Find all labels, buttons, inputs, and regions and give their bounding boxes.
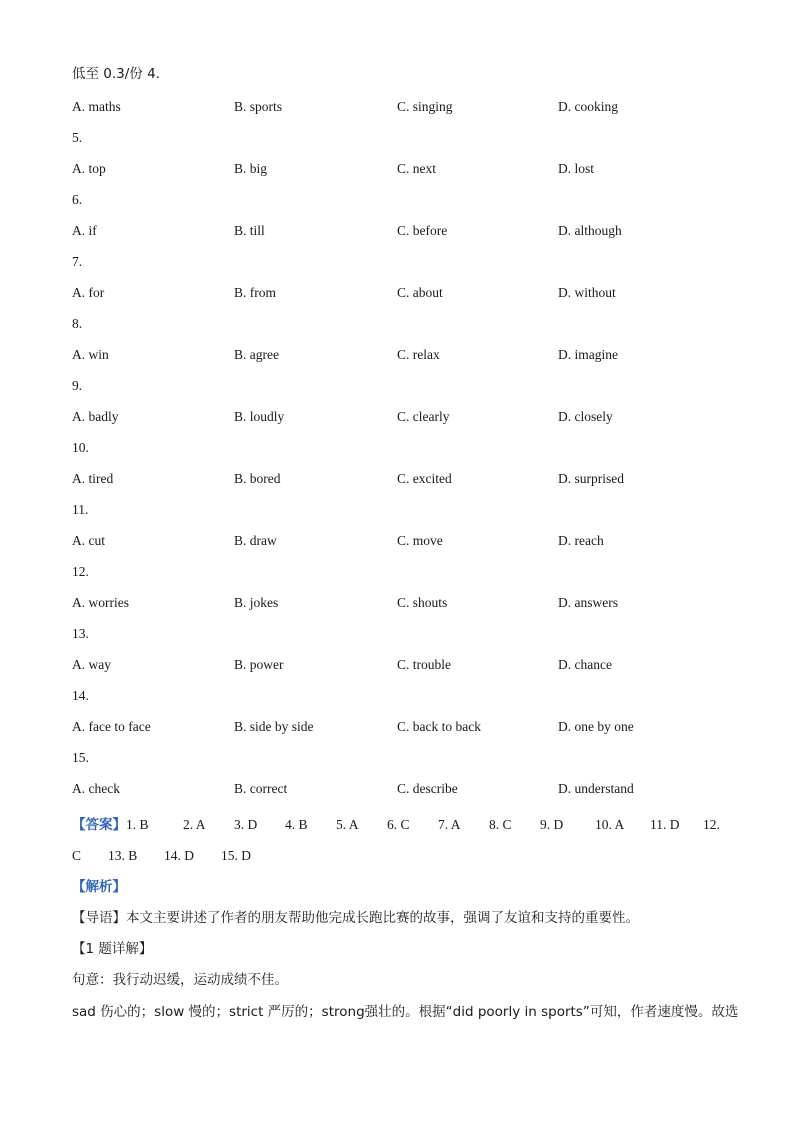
option-a: A. tired: [72, 471, 114, 486]
answer-item: C: [72, 848, 82, 863]
question-number: 13.: [72, 626, 89, 641]
answer-item: 15. D: [221, 848, 251, 863]
option-a: A. win: [72, 347, 109, 362]
answer-item: 4. B: [285, 817, 308, 832]
answer-label: 【答案】: [72, 817, 126, 833]
option-c: C. excited: [397, 471, 452, 486]
intro-line: 低至 0.3/份 4.: [72, 66, 160, 82]
option-a: A. way: [72, 657, 111, 672]
answer-line-1: [72, 817, 733, 833]
question-number: 7.: [72, 254, 83, 269]
option-c: C. describe: [397, 781, 458, 796]
answer-item: 9. D: [540, 817, 564, 832]
answer-item: 8. C: [489, 817, 512, 832]
option-c: C. trouble: [397, 657, 451, 672]
option-a: A. check: [72, 781, 120, 796]
option-d: D. lost: [558, 161, 595, 176]
answer-line-2: [72, 848, 261, 864]
question-number: 11.: [72, 502, 89, 517]
question-number: 6.: [72, 192, 83, 207]
answer-item: 13. B: [108, 848, 138, 863]
option-b: B. correct: [234, 781, 288, 796]
option-b: B. power: [234, 657, 284, 672]
answer-item: 7. A: [438, 817, 461, 832]
answer-item: 14. D: [164, 848, 194, 863]
option-d: D. imagine: [558, 347, 618, 362]
option-d: D. surprised: [558, 471, 624, 486]
question-number: 5.: [72, 130, 83, 145]
sentence-meaning: 句意：我行动迟缓，运动成绩不佳。: [72, 972, 288, 988]
option-d: D. closely: [558, 409, 613, 424]
option-a: A. if: [72, 223, 97, 238]
option-a: A. top: [72, 161, 106, 176]
option-b: B. draw: [234, 533, 277, 548]
option-d: D. chance: [558, 657, 612, 672]
option-c: C. relax: [397, 347, 440, 362]
answer-item: 11. D: [650, 817, 680, 832]
option-b: B. jokes: [234, 595, 279, 610]
option-d: D. cooking: [558, 99, 618, 114]
answer-item: 3. D: [234, 817, 258, 832]
option-d: D. reach: [558, 533, 604, 548]
option-c: C. clearly: [397, 409, 450, 424]
option-b: B. from: [234, 285, 276, 300]
option-c: C. shouts: [397, 595, 448, 610]
question-number: 14.: [72, 688, 89, 703]
option-b: B. side by side: [234, 719, 314, 734]
detail-title: 【1 题详解】: [72, 941, 153, 957]
option-a: A. face to face: [72, 719, 151, 734]
answer-item: 6. C: [387, 817, 410, 832]
question-number: 9.: [72, 378, 83, 393]
option-a: A. cut: [72, 533, 105, 548]
answer-item: 1. B: [126, 817, 149, 832]
option-a: A. badly: [72, 409, 119, 424]
guide-paragraph: [72, 910, 639, 926]
guide-text: 本文主要讲述了作者的朋友帮助他完成长跑比赛的故事，强调了友谊和支持的重要性。: [126, 910, 639, 926]
option-d: D. although: [558, 223, 622, 238]
question-number: 10.: [72, 440, 89, 455]
option-c: C. move: [397, 533, 443, 548]
analysis-label: 【解析】: [72, 879, 126, 895]
option-b: B. loudly: [234, 409, 285, 424]
answer-item: 2. A: [183, 817, 206, 832]
option-b: B. bored: [234, 471, 281, 486]
option-d: D. answers: [558, 595, 618, 610]
option-c: C. about: [397, 285, 443, 300]
guide-label: 【导语】: [72, 910, 126, 926]
answer-item: 10. A: [595, 817, 625, 832]
option-a: A. worries: [72, 595, 129, 610]
option-b: B. big: [234, 161, 268, 176]
answer-item: 12.: [703, 817, 720, 832]
option-b: B. agree: [234, 347, 279, 362]
option-d: D. understand: [558, 781, 634, 796]
option-d: D. without: [558, 285, 616, 300]
option-c: C. before: [397, 223, 448, 238]
question-number: 8.: [72, 316, 83, 331]
question-number: 12.: [72, 564, 89, 579]
option-a: A. maths: [72, 99, 121, 114]
answer-item: 5. A: [336, 817, 359, 832]
option-a: A. for: [72, 285, 105, 300]
option-b: B. sports: [234, 99, 283, 114]
option-c: C. next: [397, 161, 436, 176]
option-b: B. till: [234, 223, 265, 238]
option-c: C. singing: [397, 99, 453, 114]
option-d: D. one by one: [558, 719, 634, 734]
option-c: C. back to back: [397, 719, 481, 734]
explanation-line: sad 伤心的；slow 慢的；strict 严厉的；strong强壮的。根据“did poorly in sports”可知，作者速度慢。故选: [72, 1004, 739, 1020]
question-number: 15.: [72, 750, 89, 765]
